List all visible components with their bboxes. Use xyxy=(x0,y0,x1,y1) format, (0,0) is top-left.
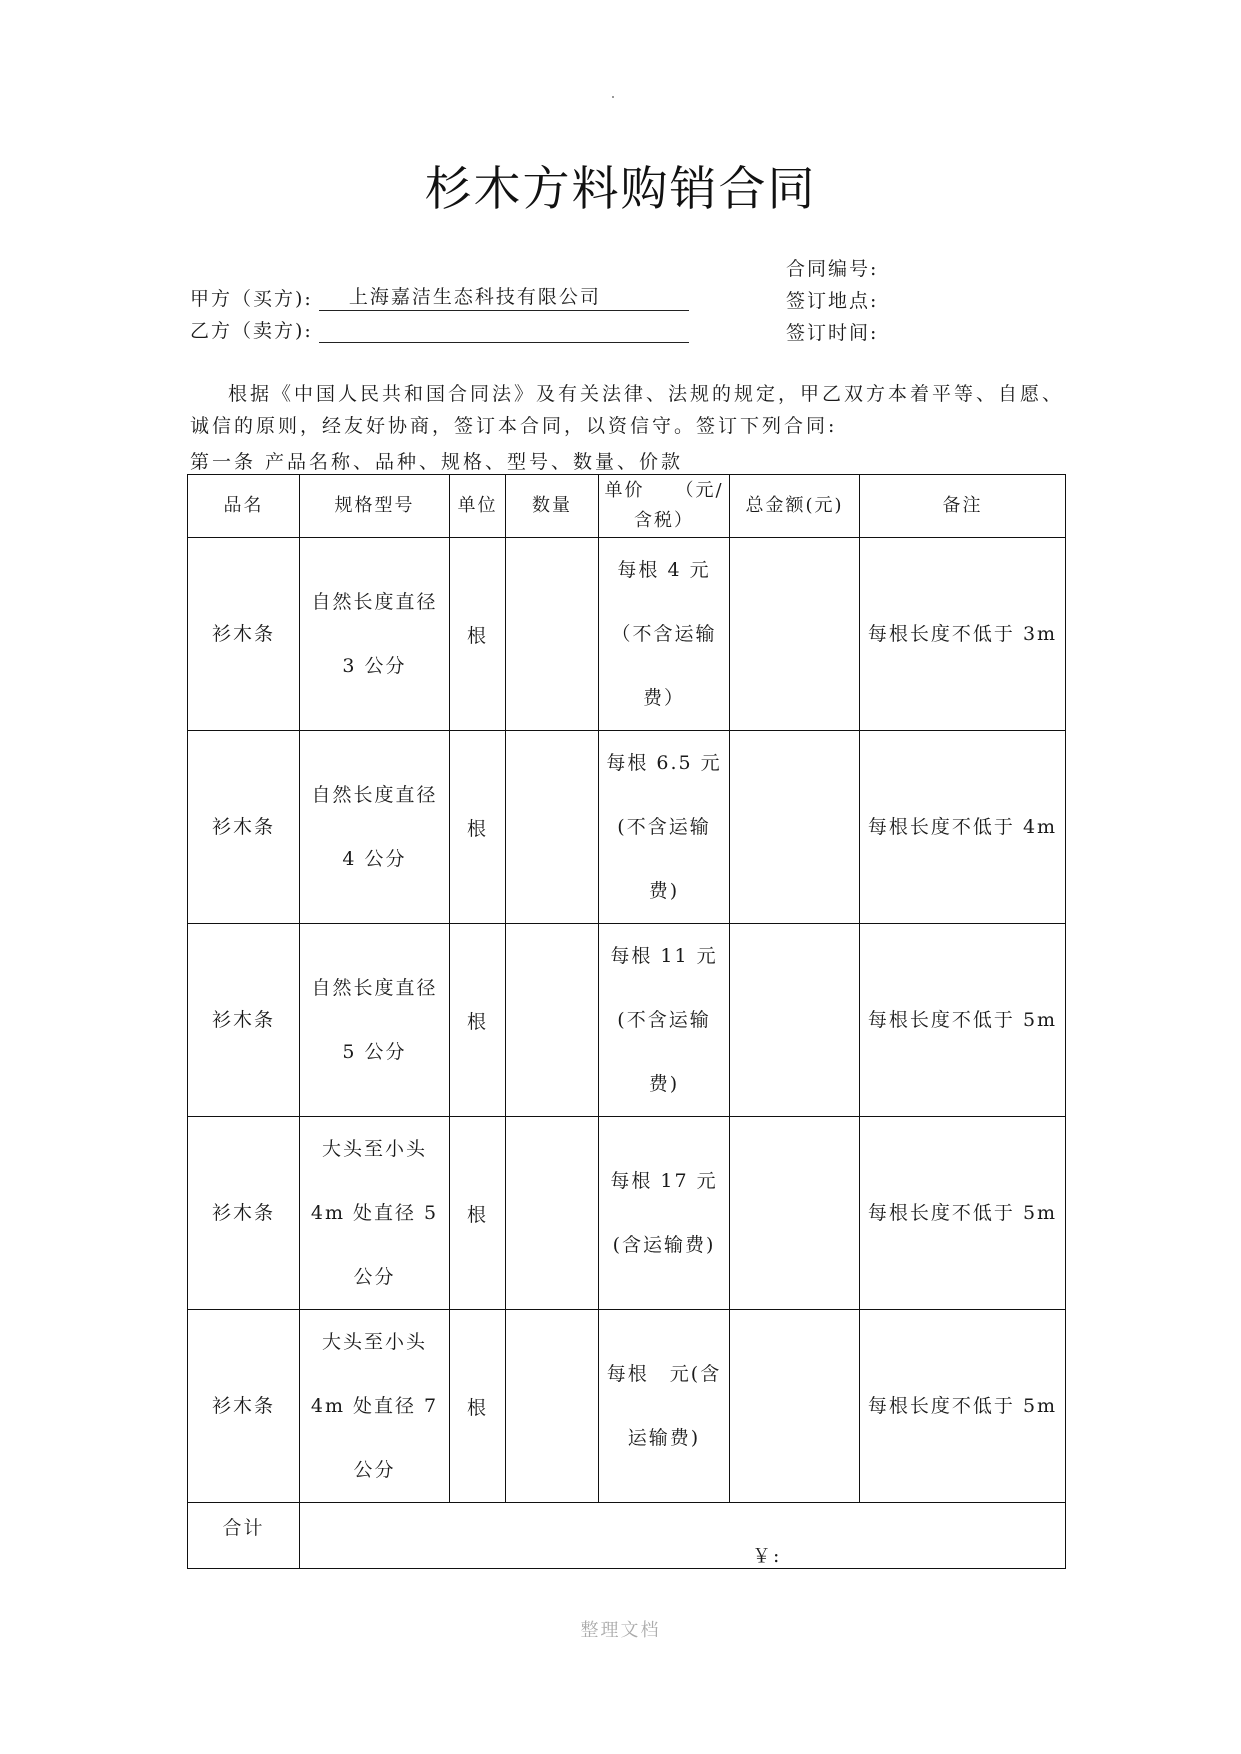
header-qty: 数量 xyxy=(506,475,599,538)
row-remark: 每根长度不低于 5m xyxy=(860,1310,1066,1503)
row-spec: 大头至小头 4m 处直径 7 公分 xyxy=(300,1310,450,1503)
sign-place-label: 签订地点: xyxy=(786,290,879,312)
row-spec: 大头至小头 4m 处直径 5 公分 xyxy=(300,1117,450,1310)
total-value: ￥: xyxy=(752,1545,782,1567)
seller-field[interactable] xyxy=(319,317,689,343)
row-amount[interactable] xyxy=(730,731,860,924)
sign-time-label: 签订时间: xyxy=(786,322,879,344)
intro-text: 根据《中国人民共和国合同法》及有关法律、法规的规定，甲乙双方本着平等、自愿、诚信的原则，经友好协商，签订本合同，以资信守。签订下列合同: xyxy=(190,383,1065,437)
buyer-line xyxy=(190,284,689,311)
table-row xyxy=(188,924,1066,1117)
row-unit: 根 xyxy=(450,731,506,924)
article-1-heading: 第一条 产品名称、品种、规格、型号、数量、价款 xyxy=(190,451,684,473)
row-remark: 每根长度不低于 3m xyxy=(860,538,1066,731)
row-price: 每根 元(含运输费) xyxy=(599,1310,730,1503)
header-remark: 备注 xyxy=(860,475,1066,538)
row-remark: 每根长度不低于 5m xyxy=(860,924,1066,1117)
row-price: 每根 11 元(不含运输费) xyxy=(599,924,730,1117)
row-remark: 每根长度不低于 5m xyxy=(860,1117,1066,1310)
buyer-label: 甲方（买方): xyxy=(190,288,313,310)
row-price: 每根 6.5 元(不含运输费) xyxy=(599,731,730,924)
table-row xyxy=(188,538,1066,731)
row-amount[interactable] xyxy=(730,1310,860,1503)
row-price: 每根 17 元(含运输费) xyxy=(599,1117,730,1310)
row-spec: 自然长度直径 5 公分 xyxy=(300,924,450,1117)
row-remark: 每根长度不低于 4m xyxy=(860,731,1066,924)
header-unit: 单位 xyxy=(450,475,506,538)
contract-no-label: 合同编号: xyxy=(786,258,879,280)
row-amount[interactable] xyxy=(730,924,860,1117)
row-unit: 根 xyxy=(450,538,506,731)
row-qty[interactable] xyxy=(506,538,599,731)
header-spec: 规格型号 xyxy=(300,475,450,538)
seller-label: 乙方（卖方): xyxy=(190,320,313,342)
header-amount: 总金额(元) xyxy=(730,475,860,538)
product-table xyxy=(187,474,1066,1569)
total-label: 合计 xyxy=(222,1517,265,1539)
row-amount[interactable] xyxy=(730,538,860,731)
row-price: 每根 4 元（不含运输费） xyxy=(599,538,730,731)
row-qty[interactable] xyxy=(506,731,599,924)
footer-text: 整理文档 xyxy=(580,1620,661,1641)
table-row xyxy=(188,1310,1066,1503)
table-row xyxy=(188,1117,1066,1310)
table-header-row xyxy=(188,475,1066,538)
row-unit: 根 xyxy=(450,924,506,1117)
header-price: 单价 （元/含税） xyxy=(599,475,730,538)
row-spec: 自然长度直径 4 公分 xyxy=(300,731,450,924)
header-name: 品名 xyxy=(188,475,300,538)
row-qty[interactable] xyxy=(506,1310,599,1503)
row-amount[interactable] xyxy=(730,1117,860,1310)
total-label-cell xyxy=(188,1503,300,1569)
row-name: 衫木条 xyxy=(188,1117,300,1310)
row-qty[interactable] xyxy=(506,1117,599,1310)
table-total-row xyxy=(188,1503,1066,1569)
total-value-cell[interactable] xyxy=(300,1503,1066,1569)
row-name: 衫木条 xyxy=(188,1310,300,1503)
row-unit: 根 xyxy=(450,1310,506,1503)
row-name: 衫木条 xyxy=(188,731,300,924)
row-name: 衫木条 xyxy=(188,924,300,1117)
seller-line xyxy=(190,316,689,343)
header-dot xyxy=(612,96,614,98)
table-row xyxy=(188,731,1066,924)
row-unit: 根 xyxy=(450,1117,506,1310)
document-title: 杉木方料购销合同 xyxy=(424,162,817,217)
buyer-field[interactable]: 上海嘉洁生态科技有限公司 xyxy=(319,285,689,311)
row-spec: 自然长度直径 3 公分 xyxy=(300,538,450,731)
intro-paragraph xyxy=(190,378,1070,442)
row-name: 衫木条 xyxy=(188,538,300,731)
row-qty[interactable] xyxy=(506,924,599,1117)
